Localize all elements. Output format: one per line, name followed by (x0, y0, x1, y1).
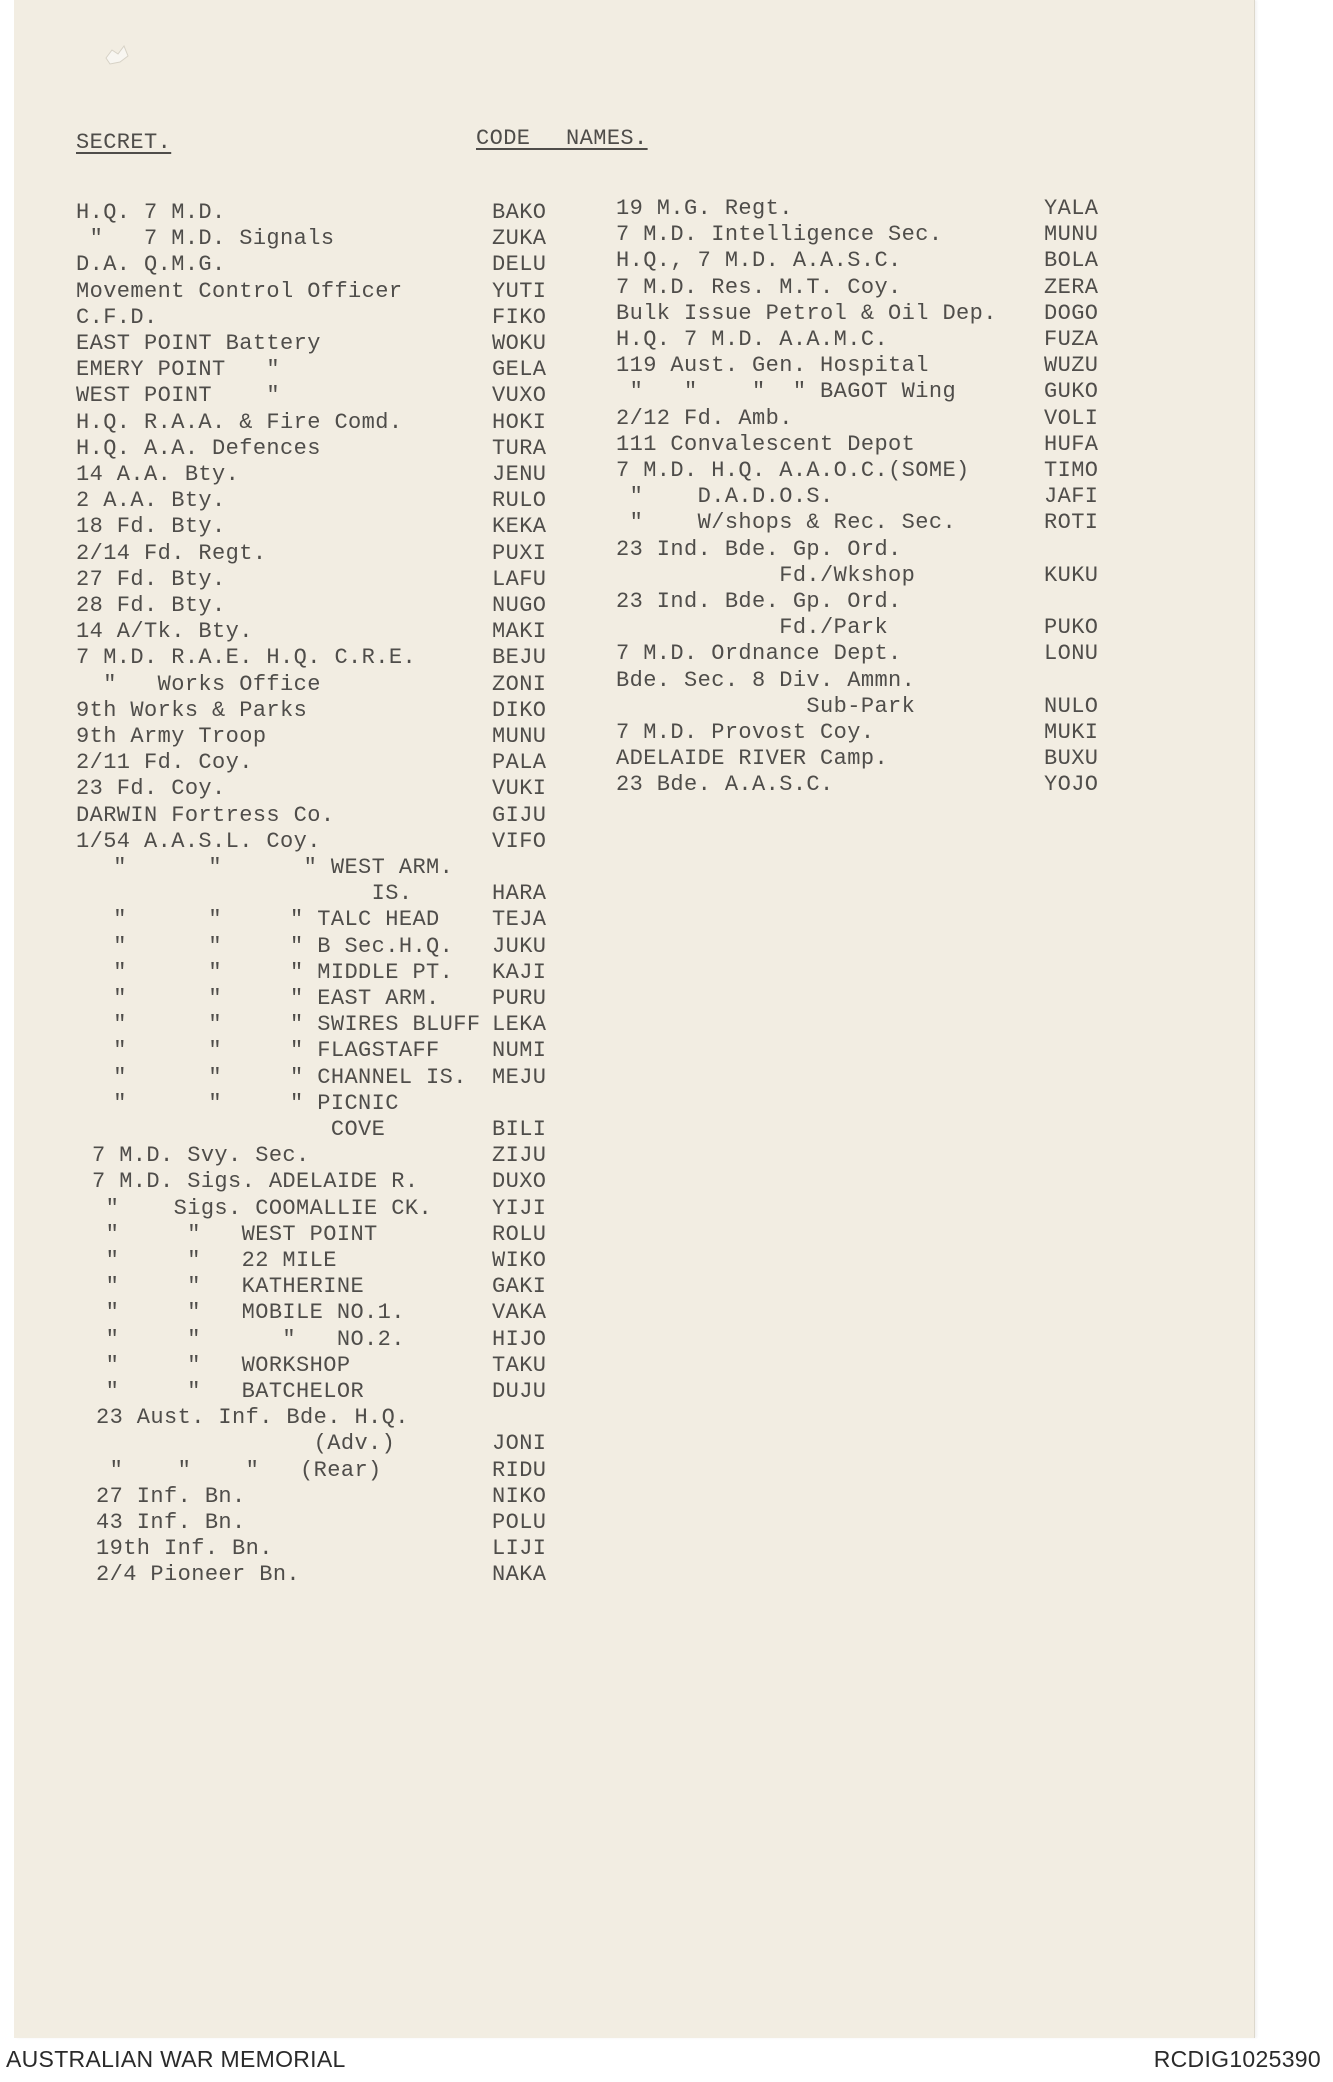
code-name: ZERA (1044, 274, 1099, 300)
code-name: ROTI (1044, 510, 1099, 536)
code-name: YALA (1044, 196, 1099, 221)
code-name: DOGO (1044, 300, 1099, 326)
unit-name: 119 Aust. Gen. Hospital (616, 353, 929, 379)
code-name: KAJI (492, 959, 547, 985)
unit-name: H.Q. 7 M.D. A.A.M.C. (616, 327, 889, 352)
unit-name: " " WEST POINT (92, 1221, 378, 1247)
unit-name: 19th Inf. Bn. (96, 1536, 273, 1562)
code-name: GAKI (492, 1274, 547, 1300)
code-entry (602, 537, 1122, 563)
unit-name: 27 Fd. Bty. (76, 566, 226, 592)
code-name: ROLU (492, 1221, 547, 1247)
unit-name: " " " CHANNEL IS. (86, 1064, 467, 1090)
code-entry (602, 301, 1122, 327)
unit-name: WEST POINT " (76, 383, 281, 409)
unit-name: Movement Control Officer (76, 278, 403, 304)
code-name: MUKI (1044, 720, 1099, 745)
code-name: HUFA (1044, 431, 1099, 457)
unit-name: " Works Office (76, 671, 321, 697)
left-column (76, 200, 616, 1600)
unit-name: EMERY POINT " (76, 357, 281, 383)
code-name: FIKO (492, 304, 547, 330)
code-entry (76, 1143, 616, 1169)
code-entry (76, 1431, 616, 1457)
code-name: KUKU (1044, 562, 1099, 588)
unit-name: 2/14 Fd. Regt. (76, 540, 267, 566)
unit-name: Fd./Wkshop (616, 562, 916, 588)
unit-name: 23 Aust. Inf. Bde. H.Q. (96, 1405, 409, 1431)
code-entry (76, 1091, 616, 1117)
code-name: HIJO (492, 1326, 547, 1352)
unit-name: C.F.D. (76, 304, 158, 330)
unit-name: 43 Inf. Bn. (96, 1510, 246, 1535)
code-name: BILI (492, 1117, 547, 1142)
code-entry (76, 383, 616, 409)
unit-name: DARWIN Fortress Co. (76, 802, 335, 828)
unit-name: 7 M.D. Ordnance Dept. (616, 641, 902, 667)
code-entry (76, 567, 616, 593)
code-name: GIJU (492, 802, 547, 828)
code-entry (602, 248, 1122, 274)
code-name: KEKA (492, 514, 547, 540)
unit-name: H.Q. 7 M.D. (76, 200, 226, 225)
code-name: NULO (1044, 693, 1099, 719)
code-entry (76, 1300, 616, 1326)
unit-name: 9th Army Troop (76, 724, 267, 749)
code-entry (602, 406, 1122, 432)
code-name: PURU (492, 986, 547, 1011)
code-entry (76, 803, 616, 829)
footer-archive-name: AUSTRALIAN WAR MEMORIAL (6, 2046, 346, 2072)
unit-name: 2/12 Fd. Amb. (616, 405, 793, 431)
unit-name: 7 M.D. Res. M.T. Coy. (616, 274, 902, 300)
secret-label: SECRET. (76, 130, 172, 155)
code-entry (76, 514, 616, 540)
code-name: YUTI (492, 278, 547, 304)
code-entry (76, 488, 616, 514)
code-name: ZONI (492, 671, 547, 697)
code-entry (76, 881, 616, 907)
code-name: RULO (492, 488, 547, 514)
code-name: ZIJU (492, 1143, 547, 1169)
code-entry (76, 1274, 616, 1300)
unit-name: 28 Fd. Bty. (76, 593, 226, 618)
code-entry (76, 1562, 616, 1588)
unit-name: " " " FLAGSTAFF (86, 1038, 440, 1064)
code-name: BUXU (1044, 746, 1099, 772)
code-name: LIJI (492, 1536, 547, 1562)
unit-name: " " WORKSHOP (92, 1352, 351, 1378)
code-entry (76, 331, 616, 357)
code-entry (602, 615, 1122, 641)
unit-name: " " " TALC HEAD (86, 907, 440, 933)
code-entry (76, 1222, 616, 1248)
code-entry (76, 1405, 616, 1431)
code-entry (76, 698, 616, 724)
code-entry (76, 1510, 616, 1536)
code-entry (602, 275, 1122, 301)
unit-name: " " MOBILE NO.1. (92, 1300, 405, 1326)
unit-name: EAST POINT Battery (76, 331, 321, 356)
code-entry (602, 563, 1122, 589)
code-name: BAKO (492, 200, 547, 225)
code-name: LAFU (492, 566, 547, 592)
code-entry (76, 855, 616, 881)
code-name: LONU (1044, 641, 1099, 667)
code-entry (76, 200, 616, 226)
code-name: DIKO (492, 697, 547, 723)
unit-name: 7 M.D. Sigs. ADELAIDE R. (92, 1169, 419, 1195)
unit-name: 2 A.A. Bty. (76, 488, 226, 514)
code-name: PUXI (492, 540, 547, 566)
page-title: CODE NAMES. (476, 126, 648, 151)
code-entry (602, 222, 1122, 248)
unit-name: 2/4 Pioneer Bn. (96, 1562, 301, 1588)
code-name: YIJI (492, 1195, 547, 1221)
code-entry (76, 252, 616, 278)
unit-name: 111 Convalescent Depot (616, 431, 916, 457)
code-name: BEJU (492, 645, 547, 671)
code-entry (76, 724, 616, 750)
code-entry (76, 672, 616, 698)
code-name: DUXO (492, 1169, 547, 1195)
unit-name: 9th Works & Parks (76, 697, 308, 723)
footer-item-id: RCDIG1025390 (1153, 2046, 1321, 2072)
code-entry (602, 668, 1122, 694)
code-entry (76, 541, 616, 567)
code-entry (76, 1196, 616, 1222)
code-name: TAKU (492, 1352, 547, 1378)
code-name: VUKI (492, 776, 547, 802)
code-entry (76, 462, 616, 488)
unit-name: 7 M.D. H.Q. A.A.O.C.(SOME) (616, 458, 970, 483)
code-name: GELA (492, 357, 547, 383)
unit-name: " " " (Rear) (96, 1457, 382, 1483)
code-entry (76, 226, 616, 252)
unit-name: " " " NO.2. (92, 1326, 405, 1352)
code-name: TIMO (1044, 458, 1099, 483)
unit-name: Bde. Sec. 8 Div. Ammn. (616, 667, 916, 693)
code-entry (76, 593, 616, 619)
unit-name: Sub-Park (616, 693, 916, 719)
code-name: PUKO (1044, 615, 1099, 641)
code-entry (76, 436, 616, 462)
unit-name: 23 Bde. A.A.S.C. (616, 772, 834, 798)
unit-name: " " " SWIRES BLUFF (86, 1012, 481, 1038)
unit-name: " " " " BAGOT Wing (616, 379, 957, 405)
code-name: MEJU (492, 1064, 547, 1090)
code-entry (76, 960, 616, 986)
code-entry (76, 907, 616, 933)
code-entry (602, 432, 1122, 458)
code-name: TURA (492, 435, 547, 461)
unit-name: 14 A/Tk. Bty. (76, 619, 253, 645)
unit-name: 23 Ind. Bde. Gp. Ord. (616, 536, 902, 562)
unit-name: 19 M.G. Regt. (616, 196, 793, 221)
unit-name: IS. (86, 881, 413, 907)
code-entry (76, 1012, 616, 1038)
unit-name: 23 Fd. Coy. (76, 776, 226, 802)
document-page (14, 0, 1254, 2038)
unit-name: 7 M.D. Intelligence Sec. (616, 222, 943, 248)
code-entry (76, 1065, 616, 1091)
unit-name: " " " EAST ARM. (86, 986, 440, 1011)
code-entry (76, 357, 616, 383)
code-name: POLU (492, 1510, 547, 1535)
unit-name: " 7 M.D. Signals (76, 226, 335, 252)
code-name: DUJU (492, 1379, 547, 1404)
unit-name: D.A. Q.M.G. (76, 252, 226, 278)
code-entry (602, 484, 1122, 510)
code-name: VOLI (1044, 405, 1099, 431)
code-name: MAKI (492, 619, 547, 645)
unit-name: " " 22 MILE (92, 1248, 337, 1273)
code-entry (76, 934, 616, 960)
code-name: TEJA (492, 907, 547, 933)
code-name: MUNU (1044, 222, 1099, 248)
unit-name: " " KATHERINE (92, 1274, 365, 1300)
code-entry (602, 458, 1122, 484)
code-entry (76, 776, 616, 802)
code-name: NUMI (492, 1038, 547, 1064)
code-name: HARA (492, 881, 547, 907)
code-name: ZUKA (492, 226, 547, 252)
unit-name: " " " PICNIC (86, 1090, 399, 1116)
unit-name: ADELAIDE RIVER Camp. (616, 746, 889, 772)
code-entry (76, 645, 616, 671)
code-name: BOLA (1044, 248, 1099, 274)
unit-name: H.Q. R.A.A. & Fire Comd. (76, 409, 403, 435)
code-entry (76, 1536, 616, 1562)
code-name: VUXO (492, 383, 547, 409)
code-entry (76, 305, 616, 331)
code-entry (76, 619, 616, 645)
code-name: VAKA (492, 1300, 547, 1326)
code-entry (602, 589, 1122, 615)
code-entry (76, 1379, 616, 1405)
unit-name: Bulk Issue Petrol & Oil Dep. (616, 300, 997, 326)
code-name: RIDU (492, 1457, 547, 1483)
code-entry (76, 1353, 616, 1379)
unit-name: (Adv.) (96, 1431, 396, 1457)
code-name: PALA (492, 750, 547, 776)
code-name: NAKA (492, 1562, 547, 1588)
code-entry (76, 1327, 616, 1353)
unit-name: 7 M.D. Svy. Sec. (92, 1143, 310, 1169)
unit-name: 1/54 A.A.S.L. Coy. (76, 828, 321, 854)
code-entry (602, 510, 1122, 536)
pin-hole-icon (104, 44, 130, 66)
right-column (602, 196, 1122, 896)
code-name: NUGO (492, 593, 547, 618)
code-entry (602, 327, 1122, 353)
code-entry (76, 279, 616, 305)
unit-name: " D.A.D.O.S. (616, 484, 834, 510)
unit-name: H.Q., 7 M.D. A.A.S.C. (616, 248, 902, 274)
unit-name: 27 Inf. Bn. (96, 1483, 246, 1509)
code-entry (602, 379, 1122, 405)
code-entry (602, 641, 1122, 667)
unit-name: " " " B Sec.H.Q. (86, 933, 454, 959)
code-name: MUNU (492, 724, 547, 749)
code-entry (76, 986, 616, 1012)
code-name: WUZU (1044, 353, 1099, 379)
code-entry (76, 1458, 616, 1484)
code-name: JUKU (492, 933, 547, 959)
code-name: DELU (492, 252, 547, 278)
code-name: WIKO (492, 1248, 547, 1273)
code-name: JONI (492, 1431, 547, 1457)
unit-name: 7 M.D. R.A.E. H.Q. C.R.E. (76, 645, 417, 671)
code-entry (602, 720, 1122, 746)
unit-name: 7 M.D. Provost Coy. (616, 720, 875, 745)
unit-name: Fd./Park (616, 615, 889, 641)
code-entry (602, 772, 1122, 798)
code-name: VIFO (492, 828, 547, 854)
code-entry (76, 1484, 616, 1510)
code-entry (602, 353, 1122, 379)
unit-name: 14 A.A. Bty. (76, 462, 240, 487)
code-entry (76, 1038, 616, 1064)
code-entry (76, 750, 616, 776)
unit-name: " " " MIDDLE PT. (86, 959, 454, 985)
code-entry (602, 196, 1122, 222)
code-entry (602, 694, 1122, 720)
code-name: LEKA (492, 1012, 547, 1038)
code-name: YOJO (1044, 772, 1099, 798)
code-name: FUZA (1044, 327, 1099, 352)
unit-name: COVE (86, 1117, 386, 1142)
code-name: HOKI (492, 409, 547, 435)
unit-name: " " " WEST ARM. (86, 855, 454, 880)
code-entry (602, 746, 1122, 772)
unit-name: H.Q. A.A. Defences (76, 435, 321, 461)
code-entry (76, 1117, 616, 1143)
code-entry (76, 410, 616, 436)
code-name: JAFI (1044, 484, 1099, 510)
code-entry (76, 1248, 616, 1274)
unit-name: " " BATCHELOR (92, 1379, 365, 1404)
unit-name: " Sigs. COOMALLIE CK. (92, 1195, 433, 1221)
code-name: JENU (492, 462, 547, 487)
code-entry (76, 829, 616, 855)
code-entry (76, 1169, 616, 1195)
unit-name: " W/shops & Rec. Sec. (616, 510, 957, 536)
code-name: NIKO (492, 1483, 547, 1509)
unit-name: 2/11 Fd. Coy. (76, 750, 253, 776)
unit-name: 18 Fd. Bty. (76, 514, 226, 540)
unit-name: 23 Ind. Bde. Gp. Ord. (616, 589, 902, 614)
code-name: GUKO (1044, 379, 1099, 405)
code-name: WOKU (492, 331, 547, 356)
